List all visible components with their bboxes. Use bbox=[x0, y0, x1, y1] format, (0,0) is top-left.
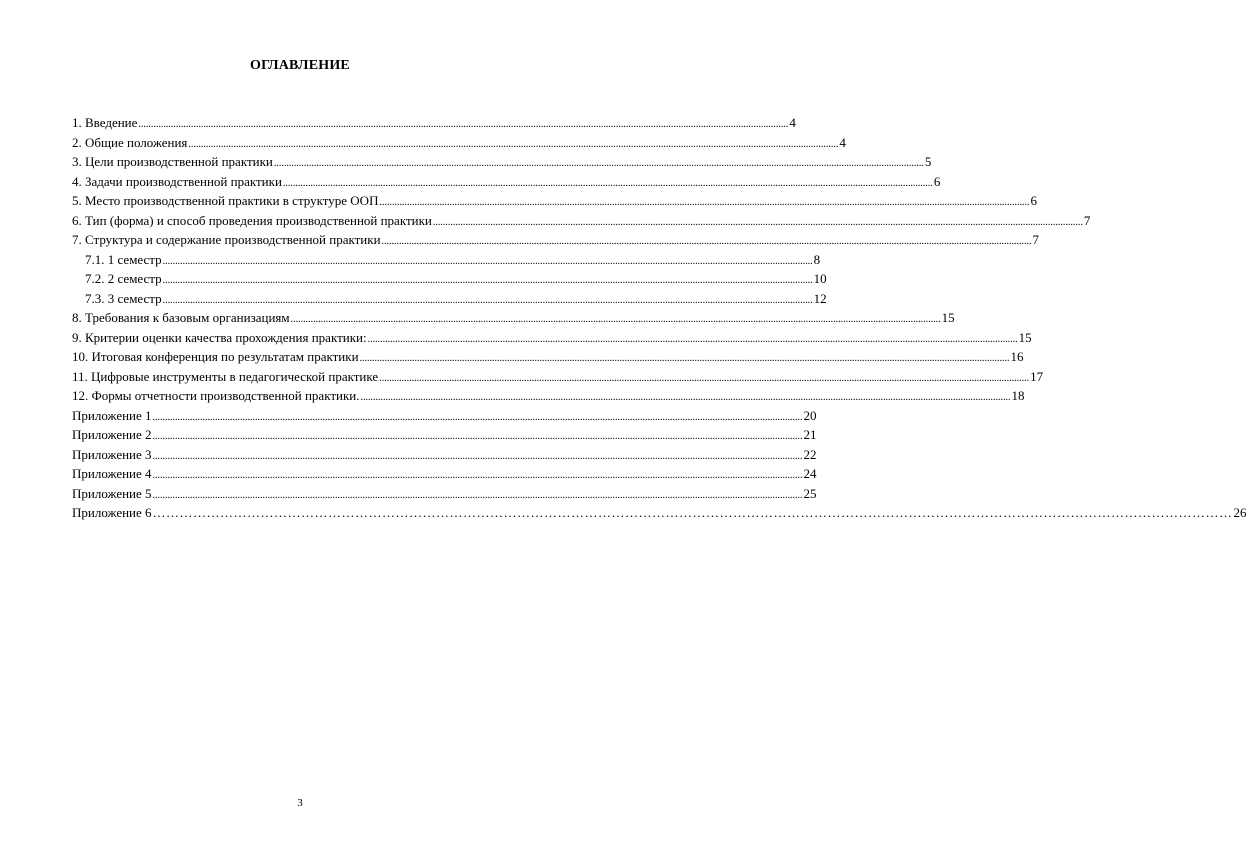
toc-entry-label: Приложение 4 bbox=[72, 466, 152, 481]
toc-entry-label: Приложение 2 bbox=[72, 427, 152, 442]
toc-subentry[interactable] bbox=[72, 269, 827, 289]
toc-entry[interactable] bbox=[72, 172, 941, 192]
toc-entry-page: 4 bbox=[789, 115, 796, 130]
toc-entry[interactable] bbox=[72, 308, 955, 328]
toc-entry-label: 12. Формы отчетности производственной практики. bbox=[72, 388, 360, 403]
toc-entry-page: 15 bbox=[941, 310, 955, 325]
toc-entry-page: 8 bbox=[813, 251, 821, 267]
toc-entry-label: 7.3. 3 семестр bbox=[85, 290, 162, 306]
toc-entry[interactable] bbox=[72, 464, 817, 484]
toc-dot-leader: .................................................................................................................................................................................................................................................................... bbox=[152, 431, 803, 442]
page-title: ОГЛАВЛЕНИЕ bbox=[250, 58, 350, 73]
toc-entry-page: 20 bbox=[803, 407, 817, 423]
toc-entry-page: 24 bbox=[803, 466, 817, 481]
toc-entry-page: 5 bbox=[924, 154, 932, 169]
toc-dot-leader: .................................................................................................................................................................................................................................................................... bbox=[290, 314, 941, 325]
toc-entry-page: 12 bbox=[813, 290, 827, 306]
toc-entry-label: Приложение 5 bbox=[72, 485, 152, 501]
toc-dot-leader: .................................................................................................................................................................................................................................................................... bbox=[282, 177, 933, 189]
toc-entry-page: 21 bbox=[803, 427, 817, 442]
toc-entry-page: 4 bbox=[839, 134, 846, 150]
toc-entry[interactable] bbox=[72, 152, 932, 172]
toc-subentry[interactable] bbox=[72, 289, 827, 309]
toc-entry-page: 15 bbox=[1018, 329, 1032, 345]
toc-entry-label: Приложение 6 bbox=[72, 505, 152, 520]
toc-entry-page: 6 bbox=[1030, 193, 1037, 208]
toc-entry-page: 10 bbox=[813, 271, 827, 286]
toc-entry[interactable] bbox=[72, 328, 1032, 348]
toc-entry-label: 7.2. 2 семестр bbox=[85, 271, 162, 286]
toc-entry-page: 16 bbox=[1010, 349, 1024, 364]
toc-dot-leader: .................................................................................................................................................................................................................................................................... bbox=[360, 392, 1011, 403]
toc-dot-leader: .................................................................................................................................................................................................................................................................... bbox=[162, 255, 813, 267]
toc-dot-leader: .................................................................................................................................................................................................................................................................... bbox=[379, 372, 1030, 384]
toc-dot-leader: .................................................................................................................................................................................................................................................................... bbox=[162, 275, 813, 286]
toc-dot-leader: .................................................................................................................................................................................................................................................................... bbox=[367, 333, 1018, 345]
toc-entry-label: 7.1. 1 семестр bbox=[85, 251, 162, 267]
toc-entry[interactable] bbox=[72, 425, 817, 445]
toc-entry[interactable] bbox=[72, 367, 1044, 387]
toc-entry-label: Приложение 1 bbox=[72, 407, 152, 423]
toc-entry[interactable] bbox=[72, 347, 1024, 367]
toc-dot-leader: .................................................................................................................................................................................................................................................................... bbox=[432, 216, 1083, 228]
toc-entry-page: 22 bbox=[803, 446, 817, 462]
toc-entry[interactable] bbox=[72, 211, 1091, 231]
toc-entry[interactable] bbox=[72, 191, 1037, 211]
toc-dot-leader: .................................................................................................................................................................................................................................................................... bbox=[152, 411, 803, 423]
toc-entry[interactable] bbox=[72, 484, 817, 504]
page-number: 3 bbox=[297, 797, 303, 809]
toc-entry[interactable] bbox=[72, 503, 1247, 523]
toc-dot-leader: .................................................................................................................................................................................................................................................................... bbox=[162, 294, 813, 306]
toc-entry-label: 3. Цели производственной практики bbox=[72, 154, 273, 169]
toc-entry-page: 25 bbox=[803, 485, 817, 501]
toc-entry-label: 7. Структура и содержание производственной практики bbox=[72, 232, 381, 247]
toc-entry[interactable] bbox=[72, 386, 1025, 406]
toc-dot-leader: .................................................................................................................................................................................................................................................................... bbox=[152, 489, 803, 501]
toc-entry-label: 1. Введение bbox=[72, 115, 138, 130]
toc-entry-page: 26 bbox=[1233, 505, 1247, 520]
toc-entry[interactable] bbox=[72, 406, 817, 426]
toc-dot-leader: .................................................................................................................................................................................................................................................................... bbox=[273, 158, 924, 169]
toc-entry[interactable] bbox=[72, 113, 796, 133]
toc-entry-label: Приложение 3 bbox=[72, 446, 152, 462]
toc-entry-page: 7 bbox=[1032, 232, 1040, 247]
toc-entry-label: 6. Тип (форма) и способ проведения производственной практики bbox=[72, 212, 432, 228]
toc-entry-label: 11. Цифровые инструменты в педагогической практике bbox=[72, 368, 379, 384]
toc-dot-leader: .................................................................................................................................................................................................................................................................... bbox=[152, 470, 803, 481]
toc-dot-leader: .................................................................................................................................................................................................................................................................... bbox=[379, 197, 1030, 208]
toc-entry-label: 4. Задачи производственной практики bbox=[72, 173, 282, 189]
toc-entry-label: 2. Общие положения bbox=[72, 134, 188, 150]
toc-entry-label: 8. Требования к базовым организациям bbox=[72, 310, 290, 325]
toc-subentry[interactable] bbox=[72, 250, 821, 270]
toc-dot-leader: .................................................................................................................................................................................................................................................................... bbox=[138, 119, 789, 130]
toc-entry[interactable] bbox=[72, 133, 846, 153]
toc-entry-label: 9. Критерии оценки качества прохождения практики: bbox=[72, 329, 367, 345]
toc-entry-page: 18 bbox=[1011, 388, 1025, 403]
toc-entry-page: 17 bbox=[1030, 368, 1044, 384]
table-of-contents bbox=[72, 113, 1247, 523]
toc-dot-leader: .................................................................................................................................................................................................................................................................... bbox=[152, 450, 803, 462]
toc-dot-leader: .................................................................................................................................................................................................................................................................... bbox=[359, 353, 1010, 364]
toc-dot-leader: …………………………………………………………………………………………………………………………………………………………………………………………………………………… bbox=[152, 505, 1233, 520]
toc-entry-label: 5. Место производственной практики в структуре ООП bbox=[72, 193, 379, 208]
toc-dot-leader: .................................................................................................................................................................................................................................................................... bbox=[381, 236, 1032, 247]
toc-entry-label: 10. Итоговая конференция по результатам практики bbox=[72, 349, 359, 364]
toc-dot-leader: .................................................................................................................................................................................................................................................................... bbox=[188, 138, 839, 150]
toc-entry-page: 6 bbox=[933, 173, 941, 189]
toc-entry[interactable] bbox=[72, 445, 817, 465]
toc-entry[interactable] bbox=[72, 230, 1040, 250]
toc-entry-page: 7 bbox=[1083, 212, 1091, 228]
